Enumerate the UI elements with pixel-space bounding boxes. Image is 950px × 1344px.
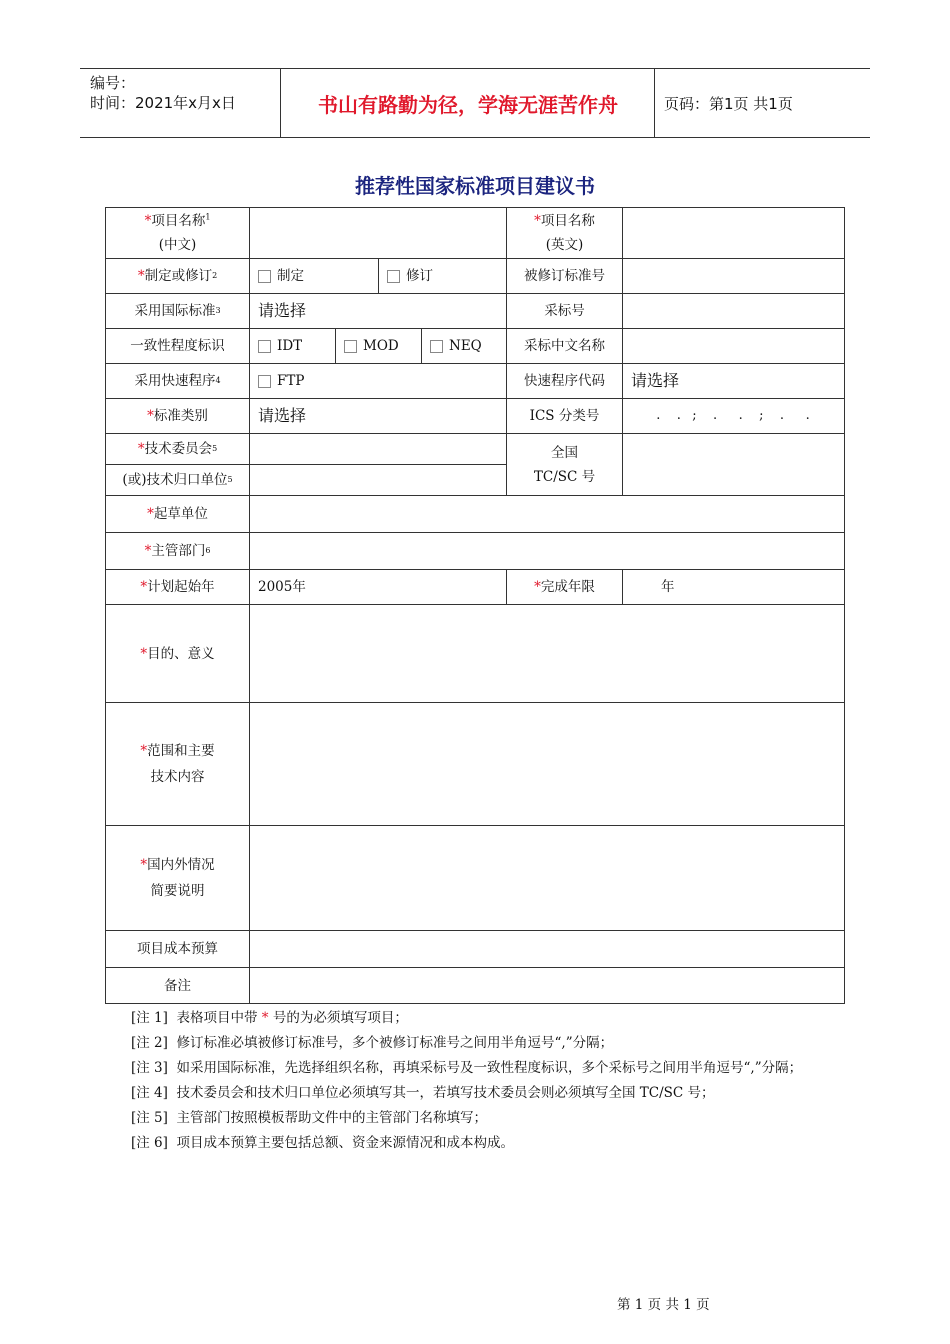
label-drafting-unit: * 起草单位 [105,495,250,533]
label-project-name-en: *项目名称 (英文) [506,207,623,259]
input-situation[interactable] [249,825,845,931]
input-revised-std-no[interactable] [622,258,845,294]
input-tech-unit[interactable] [249,464,507,496]
input-purpose[interactable] [249,604,845,703]
label-ics: ICS 分类号 [506,398,623,434]
input-plan-start[interactable]: 2005年 [249,569,507,605]
input-adopt-no[interactable] [622,293,845,329]
header-motto: 书山有路勤为径，学海无涯苦作舟 [318,93,618,117]
header-divider [654,69,655,137]
label-adopt-cn-name: 采标中文名称 [506,328,623,364]
checkbox-revise[interactable] [387,270,400,283]
label-purpose: * 目的、意义 [105,604,250,703]
page-header [80,68,870,138]
page-footer: 第 1 页 共 1 页 [617,1297,710,1313]
page-label: 页码：第1页 共1页 [664,95,793,113]
note-1: [注 1] 表格项目中带 * 号的为必须填写项目； [131,1010,408,1026]
checkbox-make[interactable] [258,270,271,283]
note-6: [注 6] 项目成本预算主要包括总额、资金来源情况和成本构成。 [131,1135,514,1151]
input-tcsc[interactable] [622,433,845,496]
input-project-name-en[interactable] [622,207,845,259]
input-authority[interactable] [249,532,845,570]
input-cost[interactable] [249,930,845,968]
label-fast-code: 快速程序代码 [506,363,623,399]
label-cost: 项目成本预算 [105,930,250,968]
select-fast-code[interactable]: 请选择 [622,363,845,399]
option-revise[interactable]: 修订 [378,258,507,294]
label-remarks: 备注 [105,967,250,1004]
input-remarks[interactable] [249,967,845,1004]
notes [131,1006,802,1156]
label-tcsc: 全国 TC/SC 号 [506,433,623,496]
input-finish[interactable]: 年 [622,569,845,605]
label-revised-std-no: 被修订标准号 [506,258,623,294]
label-situation: *国内外情况 简要说明 [105,825,250,931]
label-plan-start: * 计划起始年 [105,569,250,605]
label-project-name-cn: *项目名称$^1$ (中文) [105,207,250,259]
header-meta [90,73,236,113]
label-finish: * 完成年限 [506,569,623,605]
option-idt[interactable]: IDT [249,328,336,364]
option-neq[interactable]: NEQ [421,328,507,364]
label-make-or-revise: * 制定或修订 2 [105,258,250,294]
select-std-category[interactable]: 请选择 [249,398,507,434]
note-5: [注 5] 主管部门按照模板帮助文件中的主管部门名称填写； [131,1110,487,1126]
label-tech-unit: (或)技术归口单位 5 [105,464,250,496]
note-4: [注 4] 技术委员会和技术归口单位必须填写其一，若填写技术委员会则必须填写全国 TC/SC 号； [131,1085,715,1101]
checkbox-neq[interactable] [430,340,443,353]
label-intl-std: 采用国际标准 3 [105,293,250,329]
input-scope[interactable] [249,702,845,826]
time-label: 时间：2021年x月x日 [90,94,236,112]
note-2: [注 2] 修订标准必填被修订标准号，多个被修订标准号之间用半角逗号“,”分隔； [131,1035,614,1051]
input-ics[interactable]: . . ; . . ; . . [622,398,845,434]
option-make[interactable]: 制定 [249,258,379,294]
header-divider [280,69,281,137]
label-consistency: 一致性程度标识 [105,328,250,364]
label-fast-procedure: 采用快速程序 4 [105,363,250,399]
checkbox-ftp[interactable] [258,375,271,388]
checkbox-mod[interactable] [344,340,357,353]
input-project-name-cn[interactable] [249,207,507,259]
option-mod[interactable]: MOD [335,328,422,364]
checkbox-idt[interactable] [258,340,271,353]
note-3: [注 3] 如采用国际标准，先选择组织名称，再填采标号及一致性程度标识，多个采标号之间用半角逗号“,”分隔； [131,1060,803,1076]
label-std-category: * 标准类别 [105,398,250,434]
number-label: 编号： [90,74,136,92]
input-adopt-cn-name[interactable] [622,328,845,364]
document-title: 推荐性国家标准项目建议书 [355,174,595,198]
label-adopt-no: 采标号 [506,293,623,329]
label-scope: *范围和主要 技术内容 [105,702,250,826]
option-ftp[interactable]: FTP [249,363,507,399]
select-intl-std[interactable]: 请选择 [249,293,507,329]
input-tech-committee[interactable] [249,433,507,465]
label-authority: * 主管部门 6 [105,532,250,570]
label-tech-committee: * 技术委员会 5 [105,433,250,465]
input-drafting-unit[interactable] [249,495,845,533]
